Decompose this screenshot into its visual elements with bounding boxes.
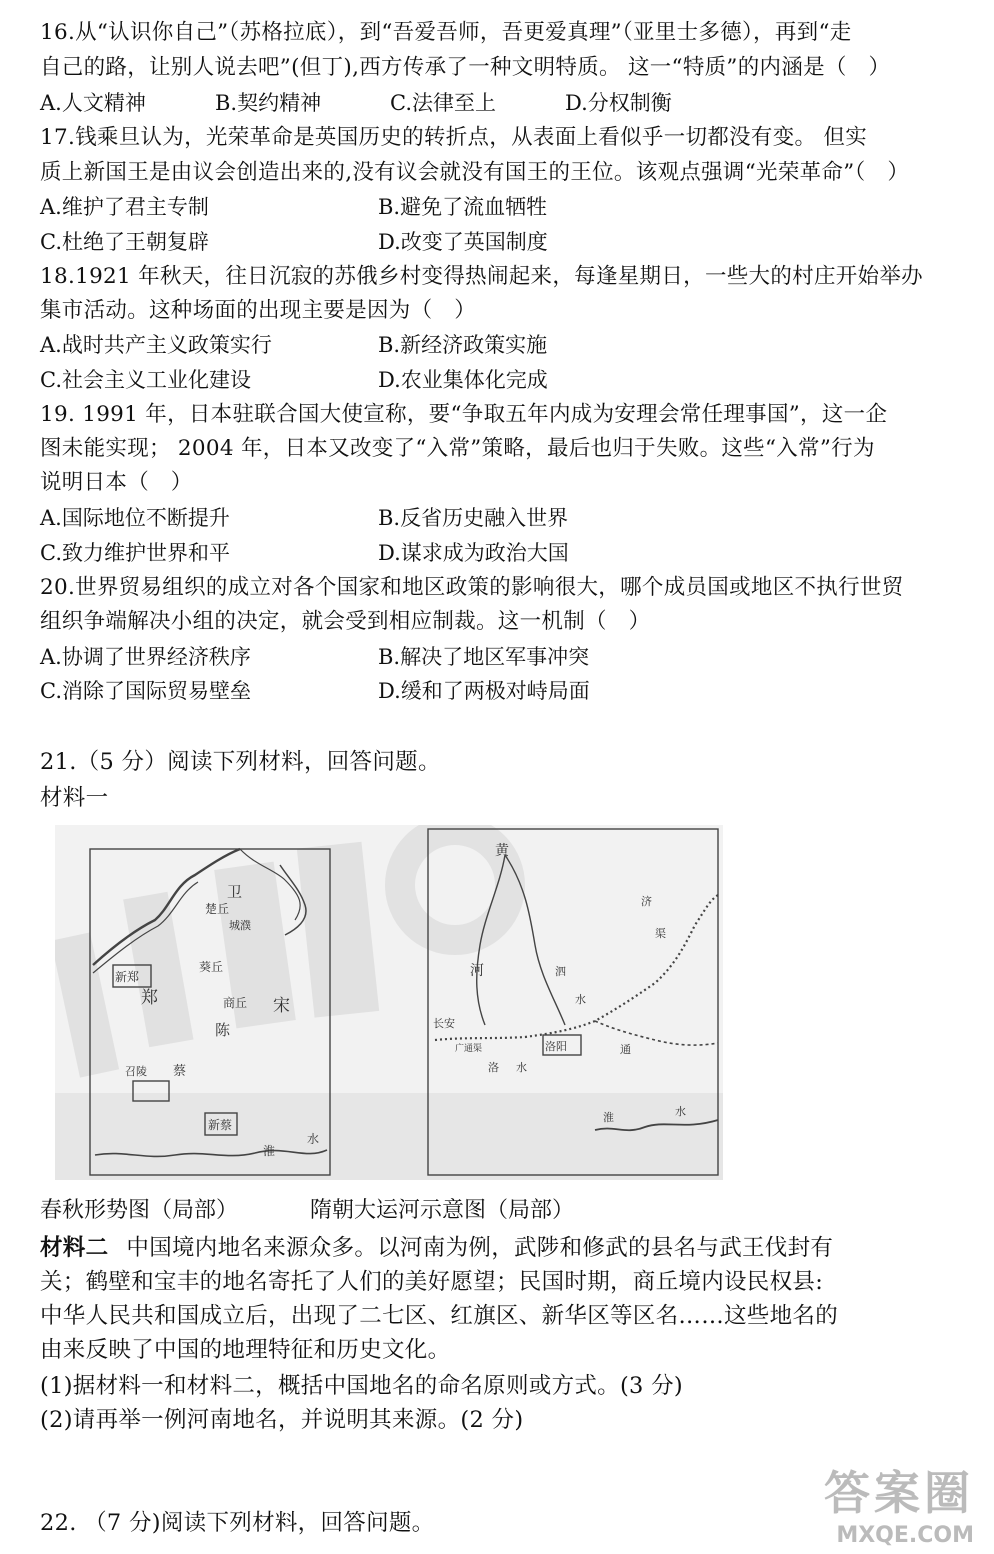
map-label-xincai: 新蔡 [208,1118,233,1132]
q16-option-c: C.法律至上 [390,91,496,115]
watermark-url: MXQE.COM [836,1523,974,1548]
map-label-cai: 蔡 [173,1064,187,1079]
map-label-xinzheng: 新郑 [115,970,140,984]
map-label-wei: 卫 [227,883,243,901]
q19-stem-line3: 说明日本（ ） [40,470,193,495]
map-label-huang: 黄 [495,843,509,859]
map-label-chengpu: 城濮 [229,919,251,932]
q21-caption-left: 春秋形势图（局部） [40,1198,239,1223]
q16-option-b: B.契约精神 [215,91,322,115]
map-label-luo-shui: 水 [516,1061,527,1074]
map-label-si: 泗 [555,965,566,978]
q21-material2-line2: 关；鹤壁和宝丰的地名寄托了人们的美好愿望；民国时期，商丘境内设民权县: [40,1269,824,1295]
map-label-zheng: 郑 [141,988,158,1008]
q21-caption-right: 隋朝大运河示意图（局部） [310,1198,575,1223]
q17-option-b: B.避免了流血牺牲 [378,195,548,219]
q18-option-c: C.社会主义工业化建设 [40,368,251,392]
q17-stem-line2: 质上新国王是由议会创造出来的,没有议会就没有国王的王位。该观点强调“光荣革命”（ ） [40,160,910,185]
map-label-si-shui: 水 [575,993,586,1006]
map-label-chen: 陈 [215,1021,231,1039]
right-canal-branch [595,1021,718,1045]
map-label-shangqiu: 商丘 [223,996,248,1010]
q19-stem-line1: 19. 1991 年，日本驻联合国大使宣称，要“争取五年内成为安理会常任理事国”，这一企 [40,402,888,427]
q18-option-b: B.新经济政策实施 [378,333,548,357]
q19-option-a: A.国际地位不断提升 [40,506,230,530]
map-label-he: 河 [470,963,484,979]
q21-material2-label: 材料二 [40,1235,109,1261]
q17-stem-line1: 17.钱乘旦认为，光荣革命是英国历史的转折点，从表面上看似乎一切都没有变。 但实 [40,125,868,150]
q22-header: 22. （7 分)阅读下列材料，回答问题。 [40,1510,435,1536]
q20-option-a: A.协调了世界经济秩序 [40,645,251,669]
q20-stem-line1: 20.世界贸易组织的成立对各个国家和地区政策的影响很大，哪个成员国或地区不执行世贸 [40,575,904,600]
map-label-changan: 长安 [433,1017,455,1030]
q21-sub1: (1)据材料一和材料二，概括中国地名的命名原则或方式。(3 分) [40,1373,683,1399]
q18-option-a: A.战时共产主义政策实行 [40,333,272,357]
map-label-kuiqiu: 葵丘 [199,960,224,974]
right-map-labels [433,843,686,1124]
map-label-song: 宋 [273,996,290,1016]
map-label-shui: 水 [307,1132,320,1146]
site-watermark [824,1457,974,1548]
map-label-huai: 淮 [263,1144,276,1158]
q21-header: 21.（5 分）阅读下列材料，回答问题。 [40,749,441,775]
q20-option-b: B.解决了地区军事冲突 [378,645,590,669]
q21-sub2: (2)请再举一例河南地名，并说明其来源。(2 分) [40,1407,524,1433]
q19-option-c: C.致力维护世界和平 [40,541,230,565]
map-label-zhaoling-text: 召陵 [125,1065,147,1078]
map-label-luoyang: 洛阳 [545,1040,567,1053]
q16-option-a: A.人文精神 [40,91,146,115]
watermark-logo-text: 答案圈 [824,1466,974,1520]
q17-option-a: A.维护了君主专制 [40,195,209,219]
q19-option-d: D.谋求成为政治大国 [378,541,569,565]
q17-option-c: C.杜绝了王朝复辟 [40,230,209,254]
q18-option-d: D.农业集体化完成 [378,368,548,392]
q16-stem-line1: 16.从“认识你自己”（苏格拉底），到“吾爱吾师，吾更爱真理”（亚里士多德），再到“走 [40,20,852,45]
q21-map-figure [55,825,723,1180]
map-label-shui-right: 水 [675,1105,686,1118]
q20-option-d: D.缓和了两极对峙局面 [378,679,590,703]
q19-stem-line2: 图未能实现； 2004 年，日本又改变了“入常”策略，最后也归于失败。这些“入常”行为 [40,436,875,461]
q21-material2-line1 [40,1233,833,1263]
q21-maps-svg [55,825,723,1180]
q20-option-c: C.消除了国际贸易壁垒 [40,679,251,703]
map-bottom-band [55,1093,723,1180]
map-label-qu: 渠 [655,927,666,940]
q16-option-d: D.分权制衡 [565,91,672,115]
map-label-ji: 济 [641,895,652,908]
q21-material2-line3: 中华人民共和国成立后，出现了二七区、红旗区、新华区等区名……这些地名的 [40,1303,839,1329]
q20-stem-line2: 组织争端解决小组的决定，就会受到相应制裁。这一机制（ ） [40,609,651,634]
q21-material2-line4: 由来反映了中国的地理特征和历史文化。 [40,1337,451,1363]
map-label-guangtongqu: 广通渠 [455,1044,483,1054]
map-label-tong: 通 [620,1043,631,1056]
map-label-huai-right: 淮 [603,1111,614,1124]
q16-stem-line2: 自己的路，让别人说去吧”(但丁),西方传承了一种文明特质。 这一“特质”的内涵是（ ） [40,55,891,80]
map-label-luo: 洛 [488,1061,499,1074]
q17-option-d: D.改变了英国制度 [378,230,548,254]
q21-material2-text1: 中国境内地名来源众多。以河南为例，武陟和修武的县名与武王伐封有 [126,1235,834,1261]
q18-stem-line1: 18.1921 年秋天，往日沉寂的苏俄乡村变得热闹起来，每逢星期日，一些大的村庄开始举办 [40,264,923,289]
q19-option-b: B.反省历史融入世界 [378,506,569,530]
map-label-chuqiu: 楚丘 [205,902,230,916]
q18-stem-line2: 集市活动。这种场面的出现主要是因为（ ） [40,298,477,323]
q21-material1-label: 材料一 [40,785,109,811]
